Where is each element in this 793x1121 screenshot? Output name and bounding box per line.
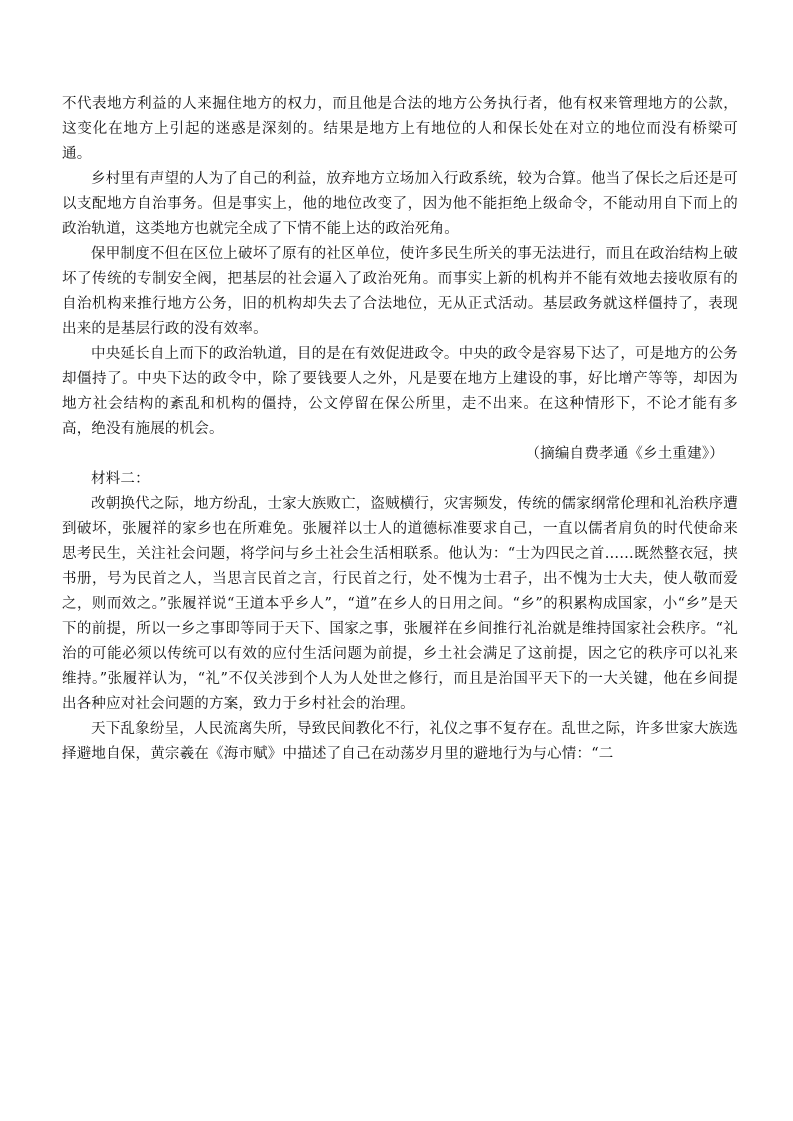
paragraph-2: 乡村里有声望的人为了自己的利益，放弃地方立场加入行政系统，较为合算。他当了保长之后还是可以支配地方自治事务。但是事实上，他的地位改变了，因为他不能拒绝上级命令，不能动用自下而上的政治轨道，这类地方也就完全成了下情不能上达的政治死角。 bbox=[62, 171, 738, 237]
paragraph-4: 中央延长自上而下的政治轨道，目的是在有效促进政令。中央的政令是容易下达了，可是地方的公务却僵持了。中央下达的政令中，除了要钱要人之外，凡是要在地方上建设的事，好比增产等等，却因为地方社会结构的紊乱和机构的僵持，公文停留在保公所里，走不出来。在这种情形下，不论才能有多高，绝没有施展的机会。 bbox=[62, 346, 738, 437]
document-body bbox=[62, 92, 738, 767]
material-2-paragraph-1: 改朝换代之际，地方纷乱，士家大族败亡，盗贼横行，灾害频发，传统的儒家纲常伦理和礼治秩序遭到破坏，张履祥的家乡也在所难免。张履祥以士人的道德标准要求自己，一直以儒者肩负的时代使命来思考民生，关注社会问题，将学问与乡土社会生活相联系。他认为：“士为四民之首……既然整衣冠，挟书册，号为民首之人，当思言民首之言，行民首之行，处不愧为士君子，出不愧为士大夫，使人敬而爱之，则而效之。”张履祥说“王道本乎乡人”，“道”在乡人的日用之间。“乡”的积累构成国家，小“乡”是天下的前提，所以一乡之事即等同于天下、国家之事，张履祥在乡间推行礼治就是维持国家社会秩序。“礼治的可能必须以传统可以有效的应付生活问题为前提，乡土社会满足了这前提，因之它的秩序可以礼来维持。”张履祥认为，“礼”不仅关涉到个人为人处世之修行，而且是治国平天下的一大关键，他在乡间提出各种应对社会问题的方案，致力于乡村社会的治理。 bbox=[62, 496, 738, 712]
paragraph-1: 不代表地方利益的人来掘住地方的权力，而且他是合法的地方公务执行者，他有权来管理地方的公款，这变化在地方上引起的迷惑是深刻的。结果是地方上有地位的人和保长处在对立的地位而没有桥梁可通。 bbox=[62, 96, 738, 162]
paragraph-3: 保甲制度不但在区位上破坏了原有的社区单位，使许多民生所关的事无法进行，而且在政治结构上破坏了传统的专制安全阀，把基层的社会逼入了政治死角。而事实上新的机构并不能有效地去接收原有的自治机构来推行地方公务，旧的机构却失去了合法地位，无从正式活动。基层政务就这样僵持了，表现出来的是基层行政的没有效率。 bbox=[62, 246, 738, 337]
source-citation: （摘编自费孝通《乡土重建》） bbox=[525, 446, 724, 462]
material-2-paragraph-2: 天下乱象纷呈，人民流离失所，导致民间教化不行，礼仪之事不复存在。乱世之际，许多世家大族选择避地自保，黄宗羲在《海市赋》中描述了自己在动荡岁月里的避地行为与心情：“二 bbox=[62, 721, 738, 762]
material-2-heading: 材料二： bbox=[91, 471, 150, 487]
